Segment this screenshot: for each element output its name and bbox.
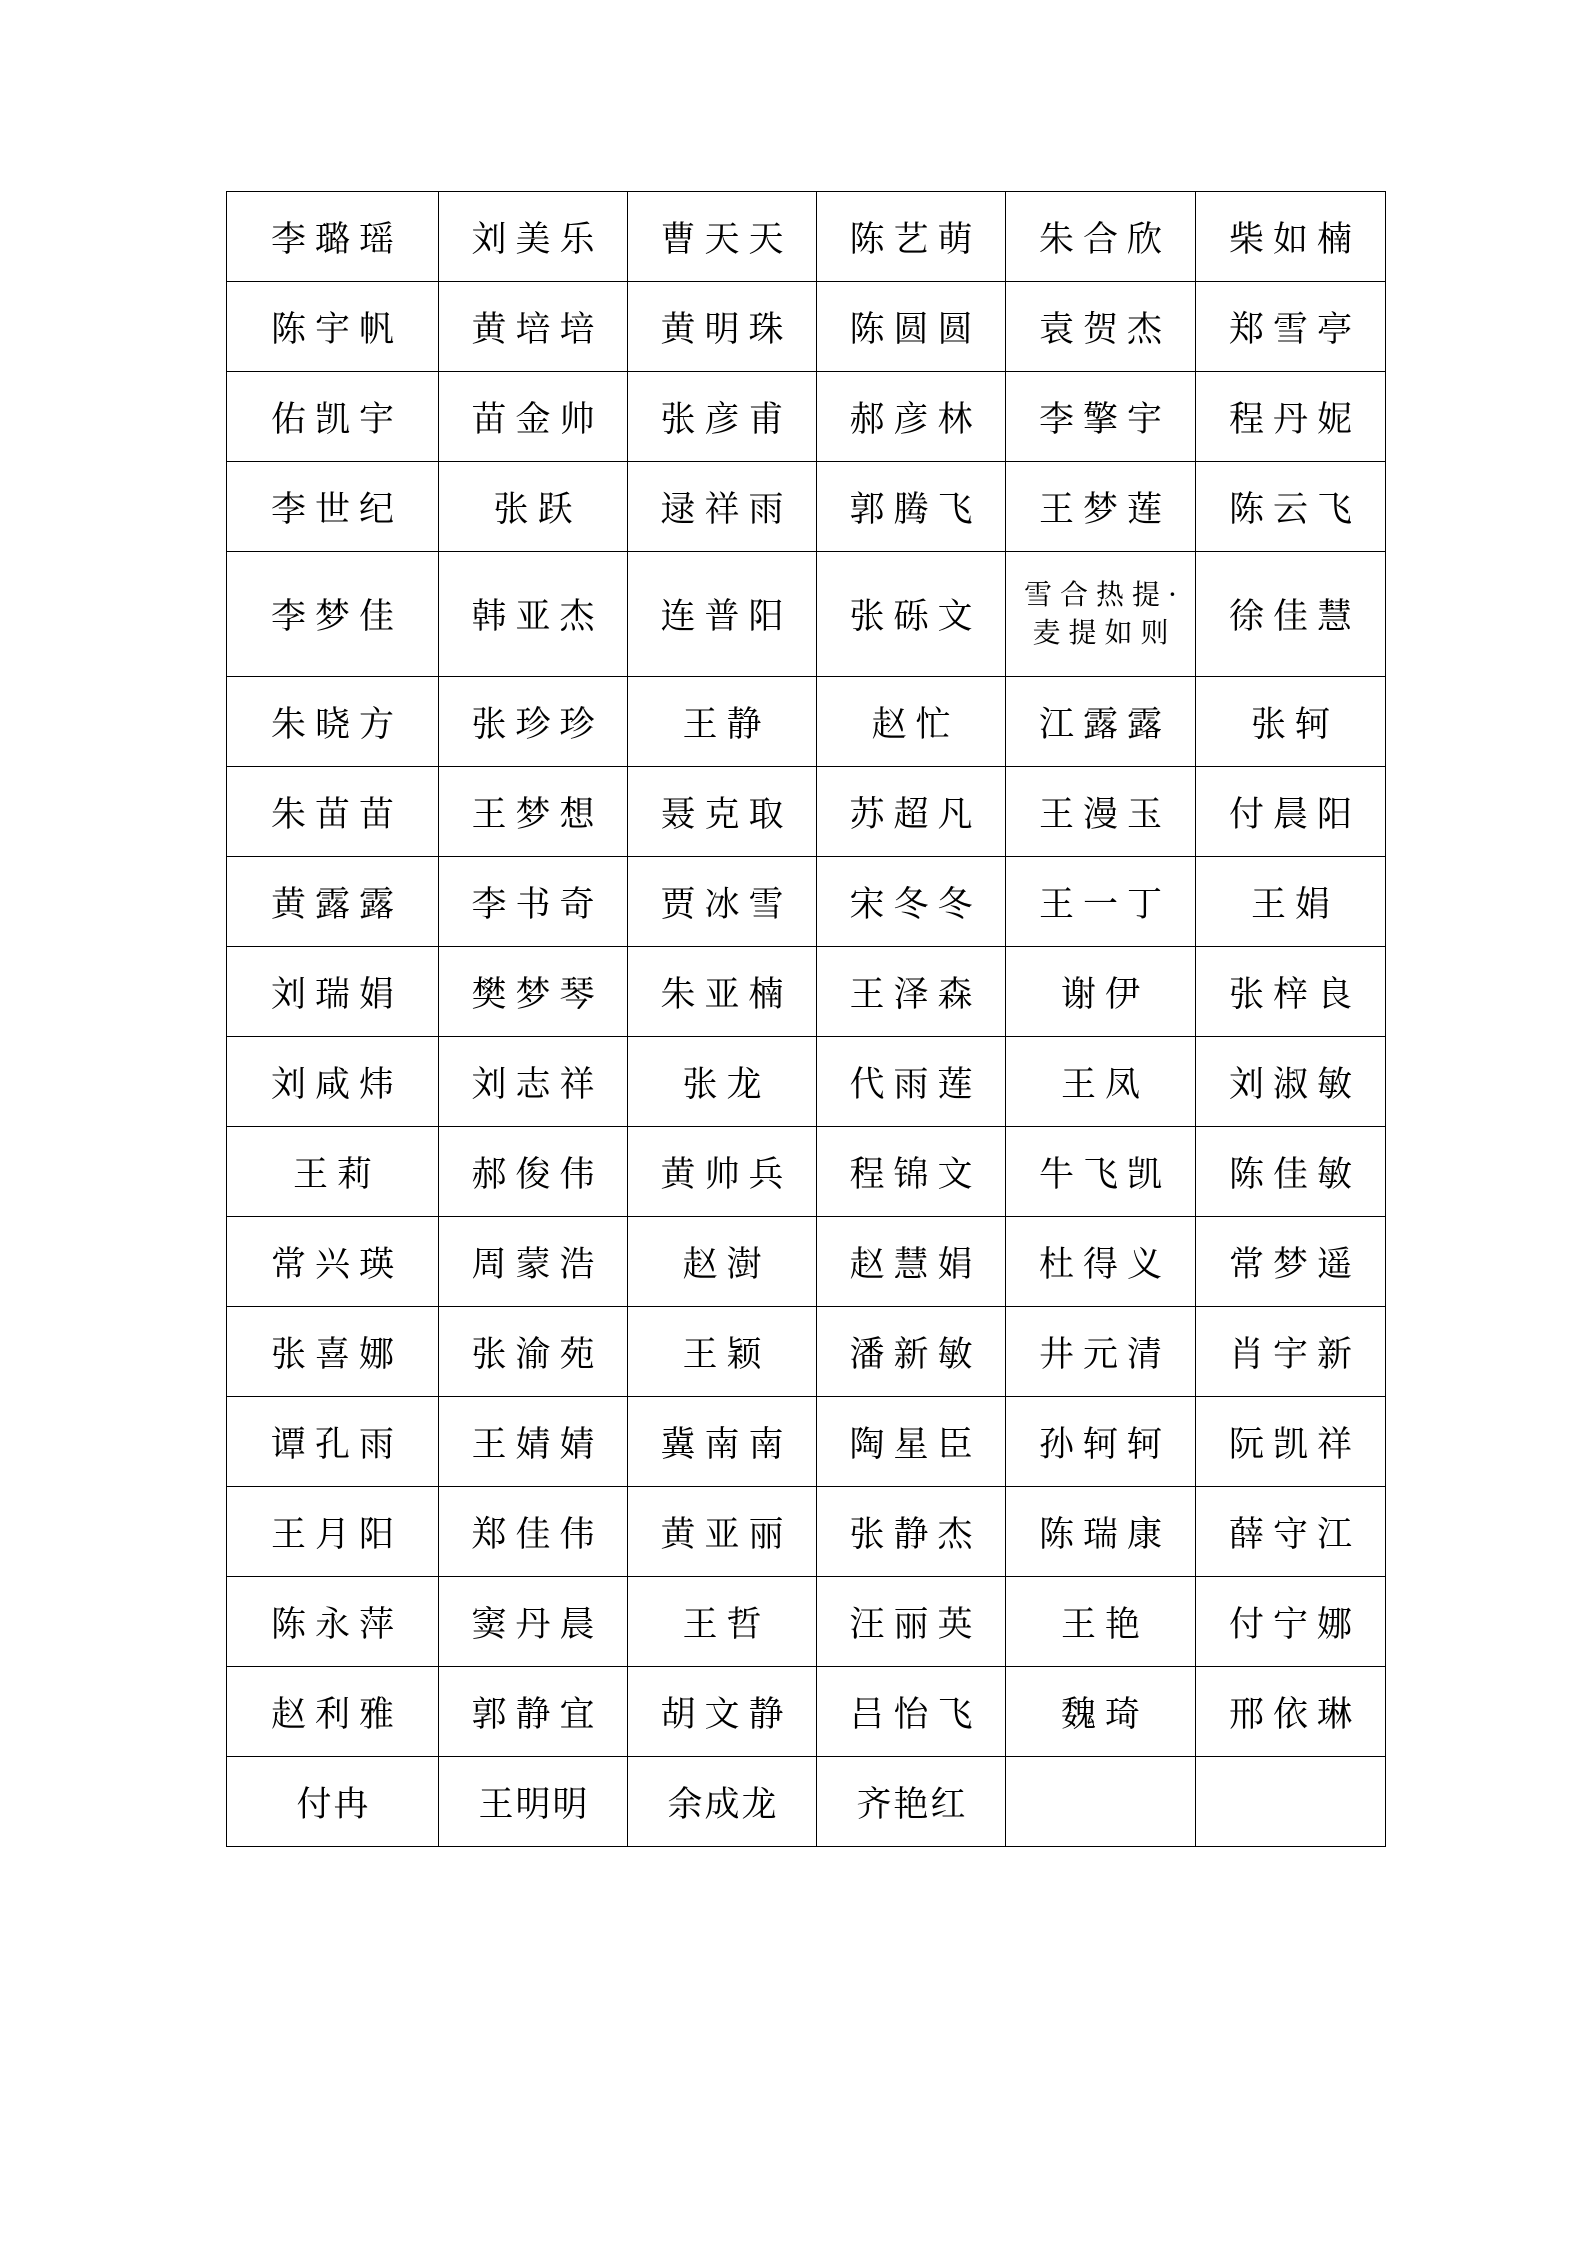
name-cell: 王漫玉 [1006,767,1196,857]
name-cell: 袁贺杰 [1006,282,1196,372]
name-cell: 窦丹晨 [439,1577,628,1667]
name-cell: 宋冬冬 [817,857,1006,947]
name-cell: 郝彦林 [817,372,1006,462]
name-cell: 郭静宜 [439,1667,628,1757]
name-cell: 黄帅兵 [628,1127,817,1217]
name-cell: 赵澍 [628,1217,817,1307]
name-cell: 曹天天 [628,192,817,282]
name-cell: 朱苗苗 [227,767,439,857]
name-cell: 王颖 [628,1307,817,1397]
name-cell: 柴如楠 [1196,192,1386,282]
table-row [227,1487,1386,1577]
name-cell: 王婧婧 [439,1397,628,1487]
empty-cell [1196,1757,1386,1847]
name-cell: 朱亚楠 [628,947,817,1037]
name-cell: 连普阳 [628,552,817,677]
name-cell: 王梦莲 [1006,462,1196,552]
name-cell: 薛守江 [1196,1487,1386,1577]
name-cell: 赵利雅 [227,1667,439,1757]
table-row [227,1577,1386,1667]
name-cell: 张砾文 [817,552,1006,677]
name-cell: 朱晓方 [227,677,439,767]
name-cell: 杜得义 [1006,1217,1196,1307]
name-cell: 黄明珠 [628,282,817,372]
name-cell: 韩亚杰 [439,552,628,677]
name-cell: 付晨阳 [1196,767,1386,857]
table-row [227,1307,1386,1397]
empty-cell [1006,1757,1196,1847]
name-cell: 苏超凡 [817,767,1006,857]
name-cell: 刘志祥 [439,1037,628,1127]
name-cell: 黄亚丽 [628,1487,817,1577]
name-cell: 王凤 [1006,1037,1196,1127]
name-cell: 张静杰 [817,1487,1006,1577]
table-row [227,767,1386,857]
table-row [227,677,1386,767]
name-cell: 黄露露 [227,857,439,947]
name-cell: 张跃 [439,462,628,552]
name-cell: 牛飞凯 [1006,1127,1196,1217]
table-row [227,282,1386,372]
table-row [227,1667,1386,1757]
name-cell: 陈圆圆 [817,282,1006,372]
name-cell: 程丹妮 [1196,372,1386,462]
table-row [227,1757,1386,1847]
name-cell: 赵慧娟 [817,1217,1006,1307]
name-cell: 李世纪 [227,462,439,552]
name-cell: 雪合热提·麦提如则 [1006,552,1196,677]
name-cell: 王艳 [1006,1577,1196,1667]
name-cell: 王梦想 [439,767,628,857]
name-cell: 吕怡飞 [817,1667,1006,1757]
table-row [227,1127,1386,1217]
name-cell: 张轲 [1196,677,1386,767]
name-cell: 齐艳红 [817,1757,1006,1847]
name-cell: 朱合欣 [1006,192,1196,282]
table-row [227,372,1386,462]
table-row [227,1217,1386,1307]
name-cell: 王月阳 [227,1487,439,1577]
name-cell: 郑雪亭 [1196,282,1386,372]
name-cell: 付宁娜 [1196,1577,1386,1667]
name-cell: 陈宇帆 [227,282,439,372]
name-cell: 李梦佳 [227,552,439,677]
name-cell: 张喜娜 [227,1307,439,1397]
name-cell: 肖宇新 [1196,1307,1386,1397]
name-cell: 谢伊 [1006,947,1196,1037]
name-cell: 刘咸炜 [227,1037,439,1127]
name-cell: 聂克取 [628,767,817,857]
name-cell: 郭腾飞 [817,462,1006,552]
name-cell: 张彦甫 [628,372,817,462]
name-cell: 代雨莲 [817,1037,1006,1127]
table-row [227,947,1386,1037]
name-cell: 逯祥雨 [628,462,817,552]
name-cell: 刘淑敏 [1196,1037,1386,1127]
name-cell: 汪丽英 [817,1577,1006,1667]
name-cell: 常兴瑛 [227,1217,439,1307]
name-cell: 陈艺萌 [817,192,1006,282]
name-cell: 魏琦 [1006,1667,1196,1757]
name-cell: 李璐瑶 [227,192,439,282]
table-row [227,462,1386,552]
table-row [227,857,1386,947]
name-cell: 陈云飞 [1196,462,1386,552]
name-cell: 刘瑞娟 [227,947,439,1037]
name-cell: 余成龙 [628,1757,817,1847]
name-cell: 陈佳敏 [1196,1127,1386,1217]
name-cell: 张梓良 [1196,947,1386,1037]
name-cell: 赵忙 [817,677,1006,767]
name-cell: 陶星臣 [817,1397,1006,1487]
name-cell: 冀南南 [628,1397,817,1487]
name-cell: 王明明 [439,1757,628,1847]
name-cell: 刘美乐 [439,192,628,282]
name-cell: 胡文静 [628,1667,817,1757]
name-cell: 张龙 [628,1037,817,1127]
name-cell: 佑凯宇 [227,372,439,462]
name-table [226,191,1386,1847]
name-cell: 陈瑞康 [1006,1487,1196,1577]
name-cell: 孙轲轲 [1006,1397,1196,1487]
name-cell: 王娟 [1196,857,1386,947]
name-cell: 黄培培 [439,282,628,372]
name-cell: 周蒙浩 [439,1217,628,1307]
table-row [227,1037,1386,1127]
name-cell: 樊梦琴 [439,947,628,1037]
name-cell: 王莉 [227,1127,439,1217]
name-cell: 贾冰雪 [628,857,817,947]
name-cell: 邢依琳 [1196,1667,1386,1757]
name-cell: 井元清 [1006,1307,1196,1397]
name-cell: 王静 [628,677,817,767]
name-cell: 苗金帅 [439,372,628,462]
name-cell: 常梦遥 [1196,1217,1386,1307]
name-cell: 王哲 [628,1577,817,1667]
name-cell: 江露露 [1006,677,1196,767]
name-cell: 郝俊伟 [439,1127,628,1217]
table-row [227,192,1386,282]
name-cell: 李擎宇 [1006,372,1196,462]
name-cell: 谭孔雨 [227,1397,439,1487]
name-cell: 阮凯祥 [1196,1397,1386,1487]
name-cell: 张珍珍 [439,677,628,767]
name-cell: 徐佳慧 [1196,552,1386,677]
name-cell: 潘新敏 [817,1307,1006,1397]
name-cell: 付冉 [227,1757,439,1847]
name-cell: 李书奇 [439,857,628,947]
name-cell: 王一丁 [1006,857,1196,947]
name-cell: 陈永萍 [227,1577,439,1667]
table-row [227,1397,1386,1487]
name-cell: 程锦文 [817,1127,1006,1217]
name-cell: 王泽森 [817,947,1006,1037]
table-row [227,552,1386,677]
name-cell: 郑佳伟 [439,1487,628,1577]
name-cell: 张渝苑 [439,1307,628,1397]
